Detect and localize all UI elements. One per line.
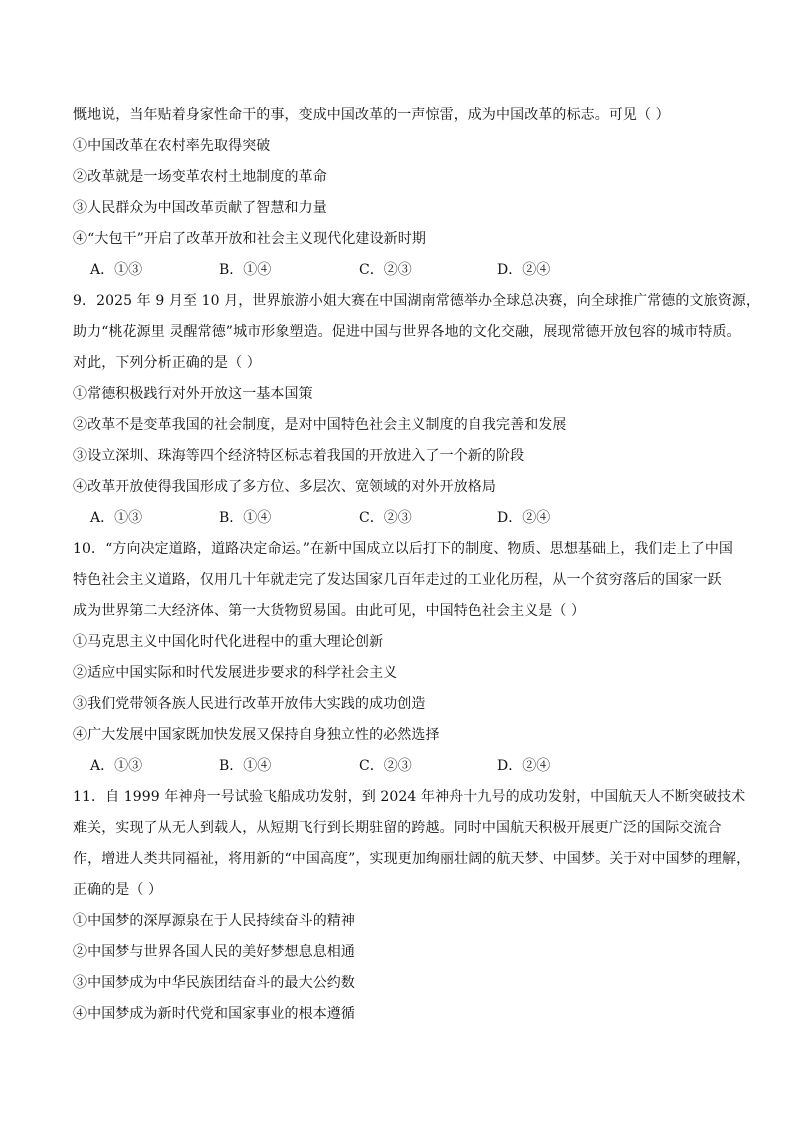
choice-b: B．①④	[219, 510, 272, 526]
choice-a: A．①③	[90, 262, 143, 278]
question-stem-line: 慨地说，当年贴着身家性命干的事，变成中国改革的一声惊雷，成为中国改革的标志。可见（ ）	[73, 107, 670, 123]
option-item: ②适应中国实际和时代发展进步要求的科学社会主义	[73, 665, 398, 681]
answer-choices	[73, 751, 723, 782]
option-item: ④改革开放使得我国形成了多方位、多层次、宽领域的对外开放格局	[73, 479, 496, 495]
option-item: ④广大发展中国家既加快发展又保持自身独立性的必然选择	[73, 727, 440, 743]
choice-d: D．②④	[497, 262, 551, 278]
choice-c: C．②③	[359, 262, 412, 278]
question-8	[73, 100, 723, 286]
answer-choices	[73, 255, 723, 286]
question-stem-line: 助力“桃花源里 灵醒常德”城市形象塑造。促进中国与世界各地的文化交融，展现常德开放包容的城市特质。	[73, 324, 741, 340]
option-item: ④中国梦成为新时代党和国家事业的根本遵循	[73, 1006, 355, 1022]
question-9	[73, 286, 761, 534]
question-stem-line: 9．2025 年 9 月至 10 月，世界旅游小姐大赛在中国湖南常德举办全球总决赛，向全球推广常德的文旅资源，	[73, 293, 761, 309]
choice-b: B．①④	[219, 262, 272, 278]
question-11	[73, 782, 751, 1030]
answer-choices	[73, 503, 723, 534]
choice-a: A．①③	[90, 758, 143, 774]
choice-b: B．①④	[219, 758, 272, 774]
option-item: ②中国梦与世界各国人民的美好梦想息息相通	[73, 944, 355, 960]
option-item: ③中国梦成为中华民族团结奋斗的最大公约数	[73, 975, 355, 991]
question-10	[73, 534, 734, 782]
option-item: ③我们党带领各族人民进行改革开放伟大实践的成功创造	[73, 696, 426, 712]
choice-d: D．②④	[497, 510, 551, 526]
choice-c: C．②③	[359, 758, 412, 774]
choice-d: D．②④	[497, 758, 551, 774]
option-item: ③人民群众为中国改革贡献了智慧和力量	[73, 200, 327, 216]
question-stem-line: 作，增进人类共同福祉，将用新的“中国高度”，实现更加绚丽壮阔的航天梦、中国梦。关于对中国梦的理解，	[73, 851, 751, 867]
choice-c: C．②③	[359, 510, 412, 526]
question-stem-line: 特色社会主义道路，仅用几十年就走完了发达国家几百年走过的工业化历程，从一个贫穷落后的国家一跃	[73, 572, 722, 588]
option-item: ①常德积极践行对外开放这一基本国策	[73, 386, 313, 402]
question-stem-line: 10．“方向决定道路，道路决定命运。”在新中国成立以后打下的制度、物质、思想基础上，我们走上了中国	[73, 541, 734, 557]
choice-a: A．①③	[90, 510, 143, 526]
option-item: ①中国梦的深厚源泉在于人民持续奋斗的精神	[73, 913, 355, 929]
question-stem-line: 难关，实现了从无人到载人，从短期飞行到长期驻留的跨越。同时中国航天积极开展更广泛的国际交流合	[73, 820, 722, 836]
question-stem-line: 成为世界第二大经济体、第一大货物贸易国。由此可见，中国特色社会主义是（ ）	[73, 603, 586, 619]
question-stem-line: 正确的是（ ）	[73, 882, 163, 898]
option-item: ④“大包干”开启了改革开放和社会主义现代化建设新时期	[73, 231, 426, 247]
option-item: ②改革就是一场变革农村土地制度的革命	[73, 169, 327, 185]
question-stem-line: 11．自 1999 年神舟一号试验飞船成功发射，到 2024 年神舟十九号的成功发射，中国航天人不断突破技术	[73, 789, 746, 805]
option-item: ②改革不是变革我国的社会制度，是对中国特色社会主义制度的自我完善和发展	[73, 417, 567, 433]
option-item: ①马克思主义中国化时代化进程中的重大理论创新	[73, 634, 384, 650]
question-stem-line: 对此，下列分析正确的是（ ）	[73, 355, 261, 371]
option-item: ③设立深圳、珠海等四个经济特区标志着我国的开放进入了一个新的阶段	[73, 448, 525, 464]
option-item: ①中国改革在农村率先取得突破	[73, 138, 271, 154]
page-content	[73, 100, 761, 1030]
